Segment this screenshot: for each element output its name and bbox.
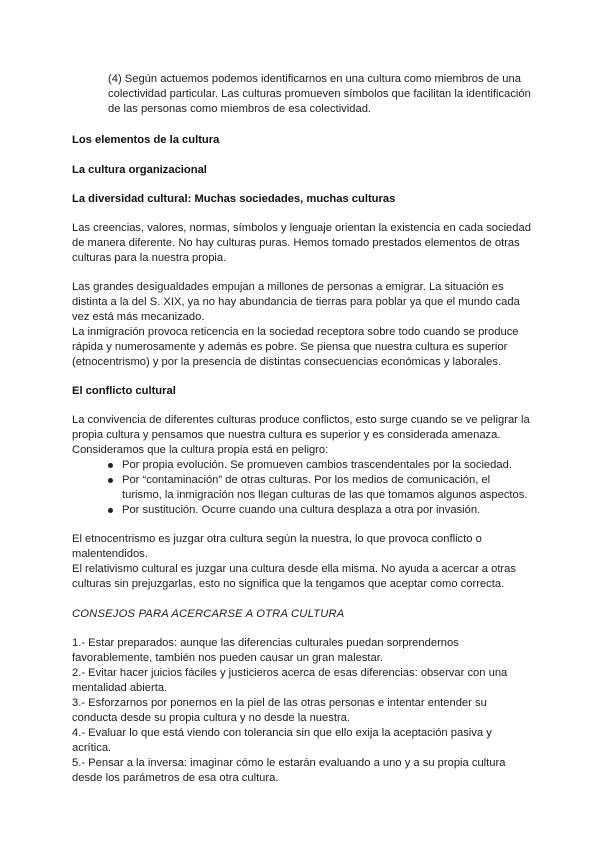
paragraph-inequality: Las grandes desigualdades empujan a millones de personas a emigrar. La situación es distinta a la del S. XIX, ya no hay abundancia de tierras para poblar ya que el mundo cada vez está más mecanizado. (72, 281, 520, 323)
paragraph-relativism: El relativismo cultural es juzgar una cultura desde ella misma. No ayuda a acercar a otras culturas sin prejuzgarlas, esto no significa que la tengamos que aceptar como correcta. (72, 563, 516, 590)
bullet-item: Por sustitución. Ocurre cuando una cultura desplaza a otra por invasión. (108, 503, 532, 518)
heading-diversity: La diversidad cultural: Muchas sociedades, muchas culturas (72, 193, 396, 205)
advice-item: 5.- Pensar a la inversa: imaginar cómo le estarán evaluando a uno y a su propia cultura desde los parámetros de esa otra cultura. (72, 757, 506, 784)
advice-item: 4.- Evaluar lo que está viendo con tolerancia sin que ello exija la aceptación pasiva y acrítica. (72, 727, 492, 754)
danger-bullet-list (72, 458, 532, 518)
paragraph-coexistence: La convivencia de diferentes culturas produce conflictos, esto surge cuando se ve peligrar la propia cultura y pensamos que nuestra cultura es superior y es considerada amenaza. (72, 414, 530, 441)
paragraph-ethnocentrism: El etnocentrismo es juzgar otra cultura según la nuestra, lo que provoca conflicto o malentendidos. (72, 533, 482, 560)
heading-elements: Los elementos de la cultura (72, 134, 220, 146)
intro-paragraph: (4) Según actuemos podemos identificarnos en una cultura como miembros de una colectividad particular. Las culturas promueven símbolos que facilitan la identificación de las personas como miembros de esa colectividad. (108, 73, 531, 115)
document-page (72, 72, 532, 786)
paragraph-beliefs: Las creencias, valores, normas, símbolos y lenguaje orientan la existencia en cada sociedad de manera diferente. No hay culturas puras. Hemos tomado prestados elementos de otras culturas para la nuestra propia. (72, 222, 531, 264)
heading-advice: CONSEJOS PARA ACERCARSE A OTRA CULTURA (72, 608, 345, 620)
heading-conflict: El conflicto cultural (72, 385, 176, 397)
heading-organizational: La cultura organizacional (72, 164, 207, 176)
bullet-item: Por propia evolución. Se promueven cambios trascendentales por la sociedad. (108, 458, 532, 473)
bullet-item: Por “contaminación” de otras culturas. Por los medios de comunicación, el turismo, la inmigración nos llegan culturas de las que tomamos algunos aspectos. (108, 473, 532, 503)
advice-item: 3.- Esforzarnos por ponernos en la piel de las otras personas e intentar entender su conducta desde su propia cultura y no desde la nuestra. (72, 697, 487, 724)
paragraph-danger-intro: Consideramos que la cultura propia está en peligro: (72, 444, 329, 456)
paragraph-immigration: La inmigración provoca reticencia en la sociedad receptora sobre todo cuando se produce rápida y numerosamente y además es pobre. Se piensa que nuestra cultura es superior (etnocentrismo) y por la presencia de distintas consecuencias económicas y laborales. (72, 326, 519, 368)
advice-item: 2.- Evitar hacer juicios fáciles y justicieros acerca de esas diferencias: observar con una mentalidad abierta. (72, 667, 508, 694)
advice-item: 1.- Estar preparados: aunque las diferencias culturales puedan sorprendernos favorablemente, también nos pueden causar un gran malestar. (72, 637, 459, 664)
